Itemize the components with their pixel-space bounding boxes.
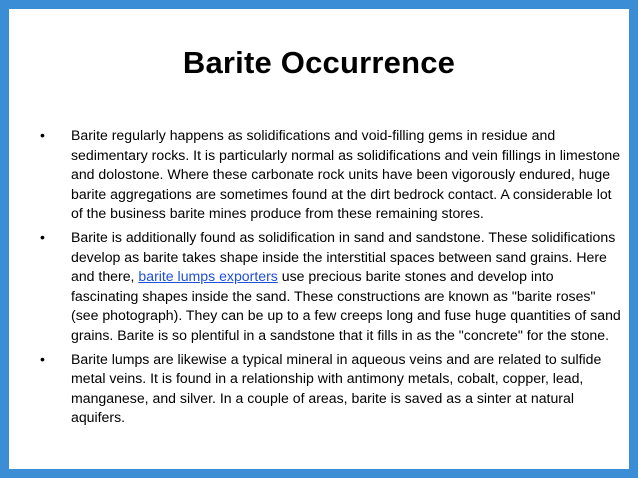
bullet-text-before-link: Barite is additionally found as solidification in sand and sandstone. These solidifications develop as barite takes shape inside the interstitial spaces between sand grains. Here and there, — [71, 228, 616, 285]
bullet-dot: • — [40, 127, 45, 143]
bullet-text-after-link: use precious barite stones and develop into fascinating shapes inside the sand. These constructions are known as "barite roses" (see photograph). They can be up to a few creeps long and fuse huge quantities of sand grains. Barite is so plentiful in a sandstone that it fills in as the "concrete" for the stone. — [71, 268, 621, 343]
bullet-list — [39, 126, 621, 432]
bullet-item — [39, 228, 621, 346]
bullet-dot: • — [40, 350, 45, 367]
bullet-text: Barite lumps are likewise a typical mineral in aqueous veins and are related to sulfide metal veins. It is found in a relationship with antimony metals, cobalt, copper, lead, manganese, and silver. In a couple of areas, barite is saved as a sinter at natural aquifers. — [71, 350, 602, 426]
bullet-item — [39, 126, 621, 224]
barite-exporters-link[interactable]: barite lumps exporters — [138, 268, 278, 285]
slide-title: Barite Occurrence — [182, 45, 456, 80]
bullet-text: Barite regularly happens as solidifications and void-filling gems in residue and sedimentary rocks. It is particularly normal as solidifications and vein fillings in limestone and dolostone. Where these carbonate rock units have been vigorously endured, huge barite aggregations are sometimes found at the dirt bedrock contact. A considerable lot of the business barite mines produce from these remaining stores. — [71, 127, 621, 222]
bullet-dot: • — [40, 228, 45, 245]
bullet-item — [39, 350, 621, 428]
